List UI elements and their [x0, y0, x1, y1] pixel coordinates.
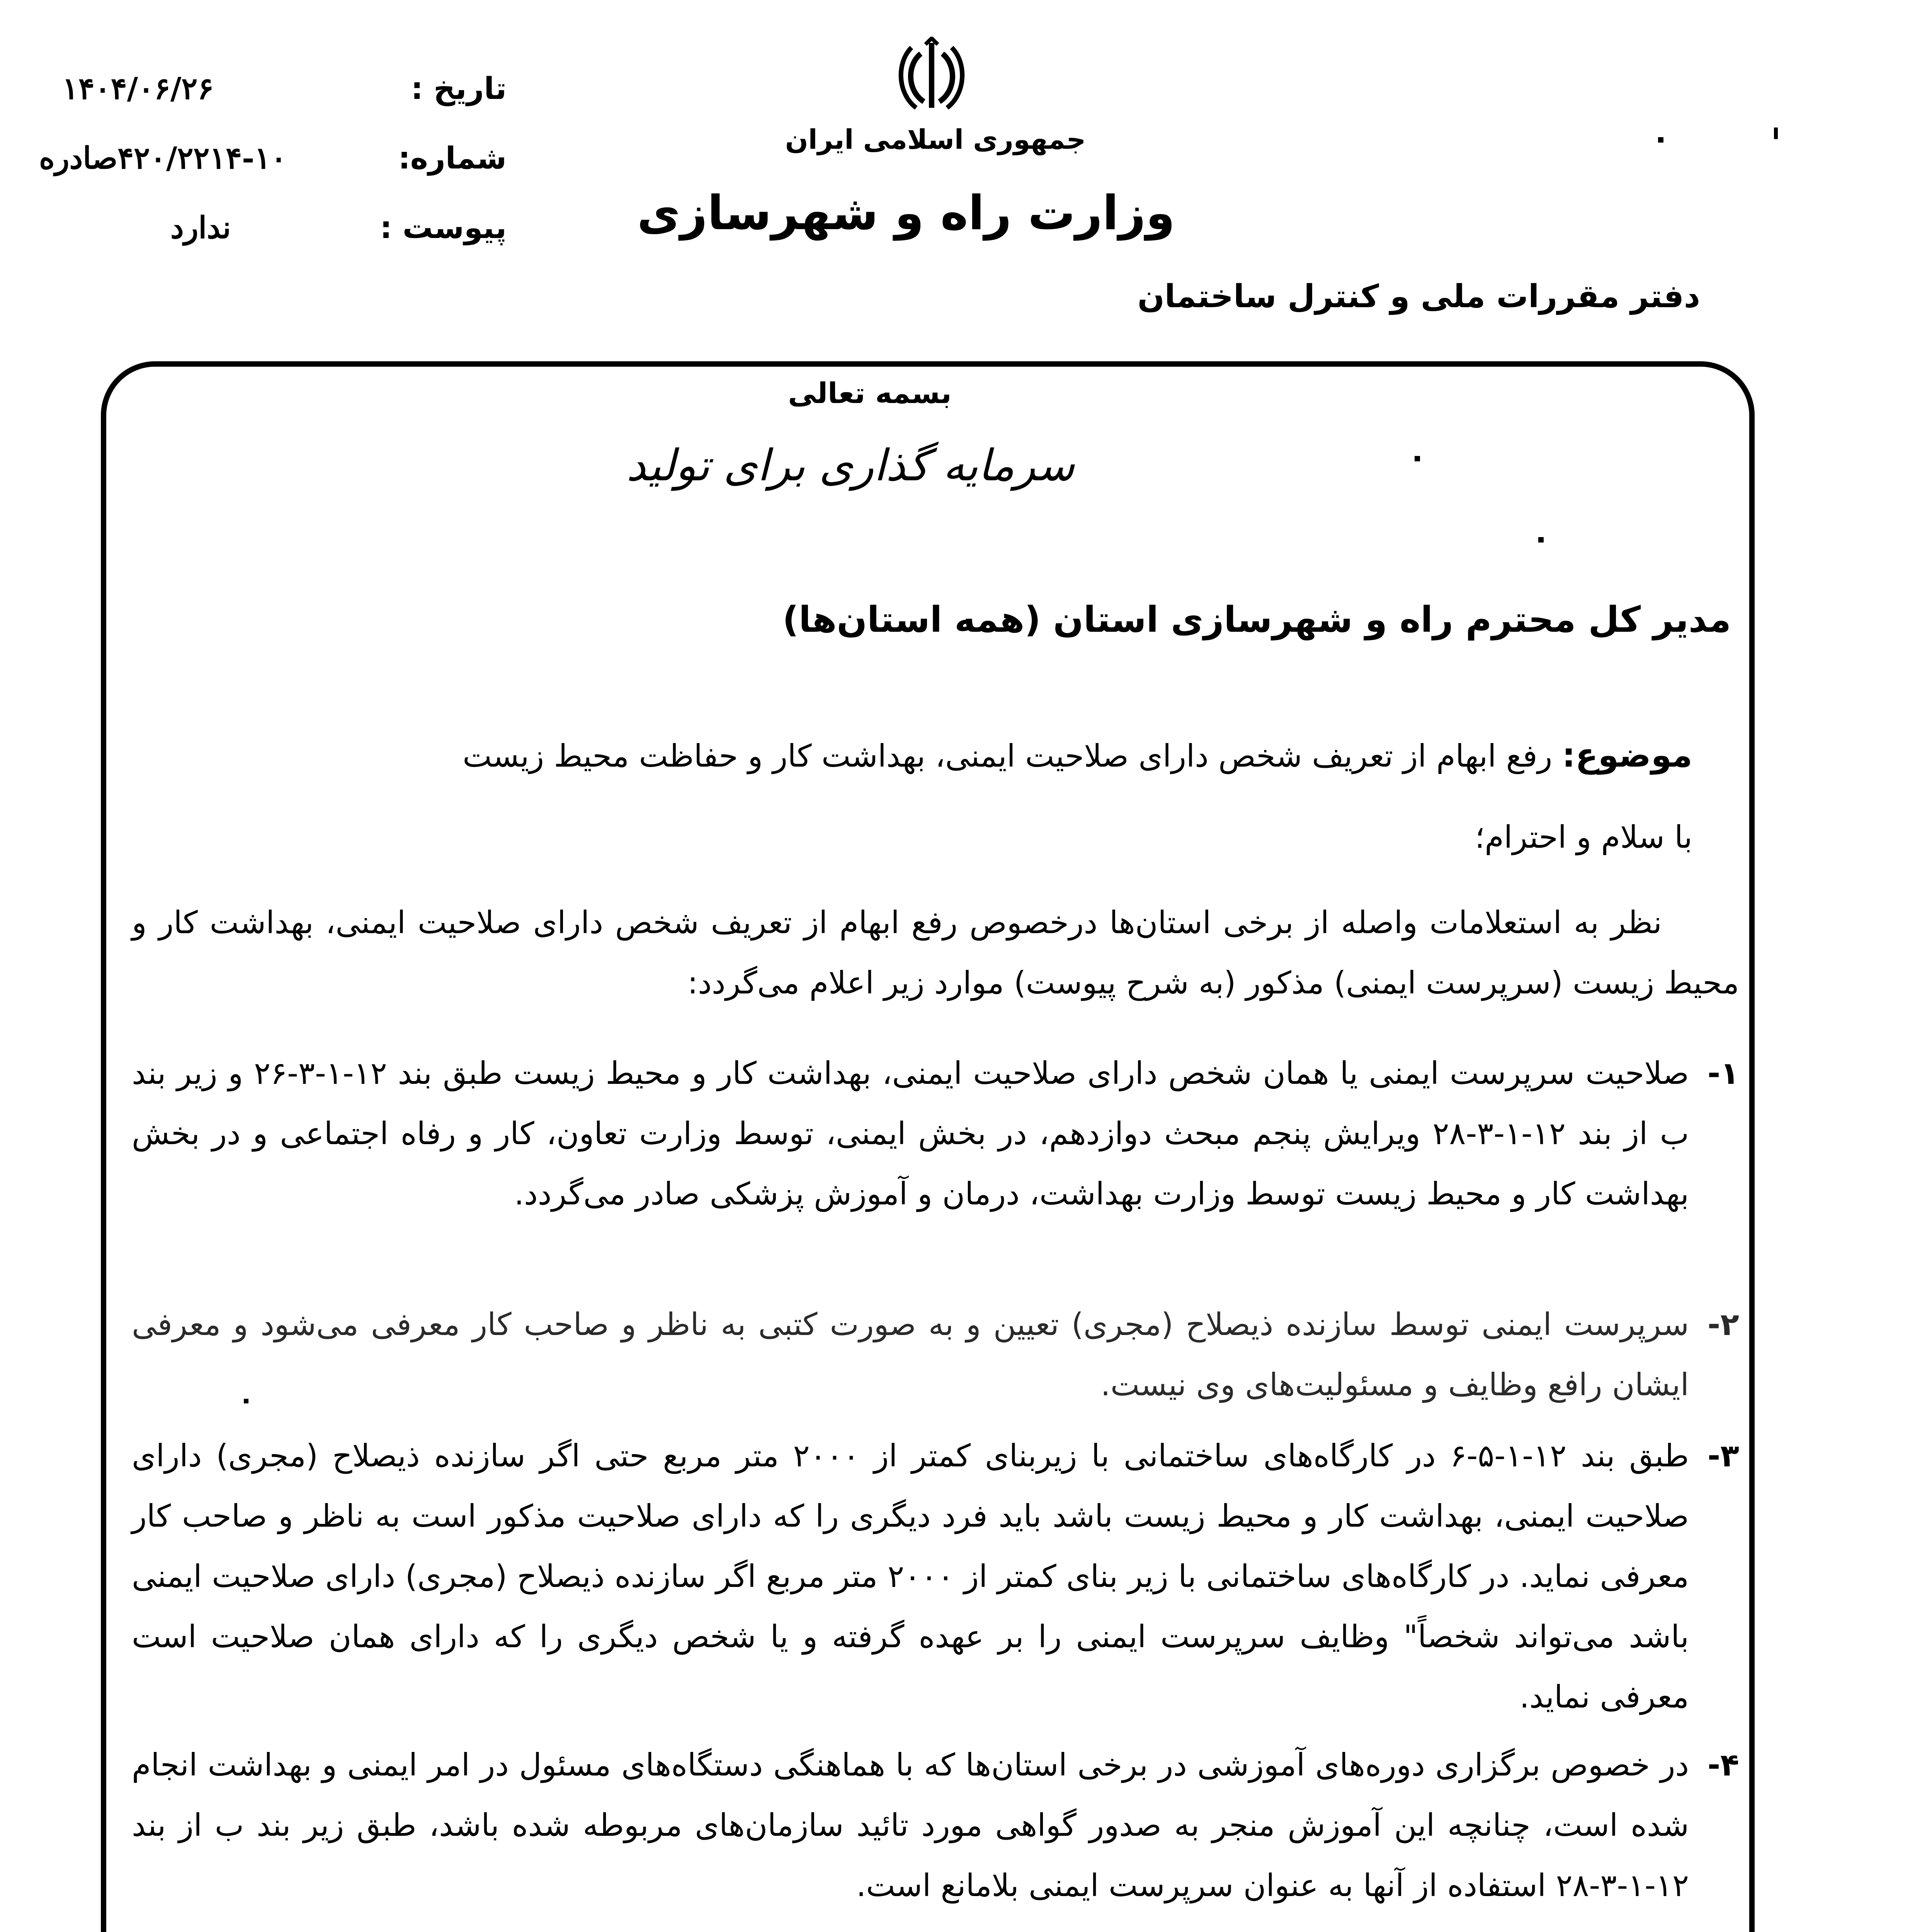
scan-speck — [1658, 137, 1663, 143]
item-number: ۴- — [1707, 1747, 1739, 1783]
basmala: بسمه تعالی — [788, 377, 952, 410]
iran-emblem-icon — [893, 37, 970, 114]
subject-line — [463, 736, 1692, 775]
list-item — [132, 1426, 1739, 1727]
date-row — [62, 68, 507, 110]
attachment-row — [62, 207, 507, 249]
list-item — [132, 1735, 1739, 1916]
scan-speck — [1774, 128, 1778, 139]
item-text: سرپرست ایمنی توسط سازنده ذیصلاح (مجری) تعیین و به صورت کتبی به ناظر و صاحب کار معرفی می‌شود و معرفی ایشان رافع وظایف و مسئولیت‌های وی نیست. — [132, 1306, 1689, 1403]
item-number: ۳- — [1707, 1438, 1739, 1474]
attachment-value: ندارد — [170, 210, 231, 245]
republic-title: جمهوری اسلامی ایران — [785, 124, 1086, 155]
subject-text: رفع ابهام از تعریف شخص دارای صلاحیت ایمنی، بهداشت کار و حفاظت محیط زیست — [463, 738, 1553, 774]
ministry-title: وزارت راه و شهرسازی — [637, 185, 1175, 240]
list-item — [132, 1043, 1739, 1224]
office-title: دفتر مقررات ملی و کنترل ساختمان — [1137, 278, 1700, 315]
addressee: مدیر کل محترم راه و شهرسازی استان (همه استان‌ها) — [782, 599, 1731, 640]
greeting: با سلام و احترام؛ — [1475, 819, 1692, 855]
date-value: ۱۴۰۴/۰۶/۲۶ — [62, 71, 214, 106]
item-text: در خصوص برگزاری دوره‌های آموزشی در برخی استان‌ها که با هماهنگی دستگاه‌های مسئول در امر ایمنی و بهداشت انجام شده است، چنانچه این آموزش منجر به صدور گواهی مورد تائید سازمان‌های مربوطه شده باشد، طبق زیر بند ب از بند ۱۲-۱-۳-۲۸ استفاده از آنها به عنوان سرپرست ایمنی بلامانع است. — [132, 1747, 1689, 1903]
item-number: ۱- — [1707, 1055, 1739, 1091]
attachment-label: پیوست : — [380, 211, 507, 245]
item-text: طبق بند ۱۲-۱-۵-۶ در کارگاه‌های ساختمانی با زیربنای کمتر از ۲۰۰۰ متر مربع حتی اگر سازنده ذیصلاح (مجری) دارای صلاحیت ایمنی، بهداشت کار و محیط زیست باشد باید فرد دیگری را که دارای صلاحیت مذکور است به ناظر و صاحب کار معرفی نماید. در کارگاه‌های ساختمانی با زیر بنای کمتر از ۲۰۰۰ متر مربع اگر سازنده ذیصلاح (مجری) دارای صلاحیت ایمنی باشد می‌تواند شخصاً" وظایف سرپرست ایمنی را بر عهده گرفته و یا شخص دیگری را که دارای همان صلاحیت است معرفی نماید. — [132, 1438, 1689, 1715]
item-number: ۲- — [1707, 1306, 1739, 1342]
number-label: شماره: — [398, 141, 507, 176]
list-item — [132, 1294, 1739, 1415]
subject-label: موضوع: — [1562, 736, 1692, 775]
number-row — [39, 137, 507, 180]
slogan: سرمایه گذاری برای تولید — [626, 440, 1075, 491]
item-text: صلاحیت سرپرست ایمنی یا همان شخص دارای صلاحیت ایمنی، بهداشت کار و محیط زیست طبق بند ۱۲-۱-۳-۲۶ و زیر بند ب از بند ۱۲-۱-۳-۲۸ ویرایش پنجم مبحث دوازدهم، در بخش ایمنی، توسط وزارت تعاون، کار و رفاه اجتماعی و در بخش بهداشت کار و محیط زیست توسط وزارت بهداشت، درمان و آموزش پزشکی صادر می‌گردد. — [132, 1055, 1689, 1212]
date-label: تاریخ : — [411, 71, 507, 106]
intro-paragraph: نظر به استعلامات واصله از برخی استان‌ها درخصوص رفع ابهام از تعریف شخص دارای صلاحیت ایمنی، بهداشت کار و محیط زیست (سرپرست ایمنی) مذکور (به شرح پیوست) موارد زیر اعلام می‌گردد: — [132, 905, 1739, 1001]
number-value: ۴۲۰/۲۲۱۴-۱۰صادره — [39, 141, 287, 176]
